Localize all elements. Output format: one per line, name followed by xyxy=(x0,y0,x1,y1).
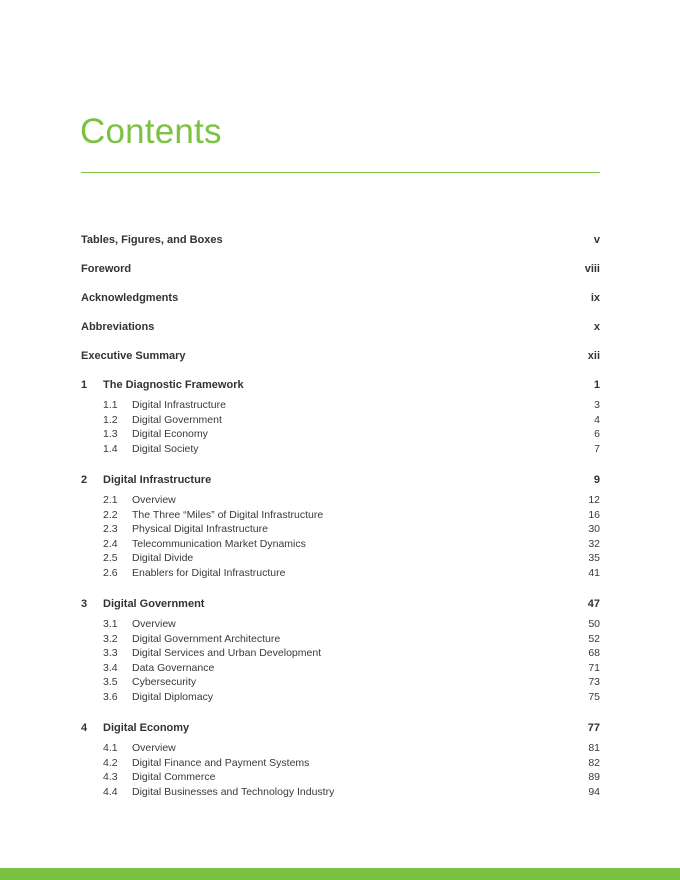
toc-chapter xyxy=(81,471,600,580)
section-page: 3 xyxy=(594,399,600,411)
section-number: 3.1 xyxy=(103,618,118,630)
toc-section[interactable] xyxy=(81,770,600,785)
toc-entry-label: Executive Summary xyxy=(81,350,186,362)
chapter-number: 3 xyxy=(81,598,88,610)
section-title: Overview xyxy=(132,742,176,754)
section-number: 1.4 xyxy=(103,442,118,455)
chapter-number: 1 xyxy=(81,379,88,391)
section-page: 82 xyxy=(588,756,600,769)
section-number: 2.1 xyxy=(103,494,118,506)
toc-section[interactable] xyxy=(81,675,600,690)
toc-section[interactable] xyxy=(81,522,600,537)
section-number: 2.5 xyxy=(103,552,118,564)
section-number: 2.3 xyxy=(103,523,118,535)
footer-accent-bar xyxy=(0,868,680,880)
section-title: Enablers for Digital Infrastructure xyxy=(132,566,286,579)
toc-front-matter-entry[interactable] xyxy=(81,318,600,347)
toc-section[interactable] xyxy=(81,566,600,581)
section-page: 75 xyxy=(588,690,600,703)
section-page: 32 xyxy=(588,537,600,550)
toc-front-matter-entry[interactable] xyxy=(81,347,600,376)
toc-section[interactable] xyxy=(81,413,600,428)
toc-chapter xyxy=(81,595,600,704)
toc-entry-label: Tables, Figures, and Boxes xyxy=(81,234,223,246)
toc-chapter xyxy=(81,376,600,456)
toc-section[interactable] xyxy=(81,632,600,647)
section-number: 2.2 xyxy=(103,508,118,521)
section-page: 12 xyxy=(588,494,600,506)
section-page: 71 xyxy=(588,661,600,674)
toc-section[interactable] xyxy=(81,661,600,676)
chapter-title: Digital Infrastructure xyxy=(103,474,212,486)
section-page: 52 xyxy=(588,632,600,645)
section-page: 7 xyxy=(594,442,600,455)
section-number: 3.2 xyxy=(103,632,118,645)
toc-section[interactable] xyxy=(81,617,600,632)
section-page: 16 xyxy=(588,508,600,521)
chapter-page: 9 xyxy=(593,474,600,486)
toc-section[interactable] xyxy=(81,785,600,800)
section-page: 94 xyxy=(588,785,600,798)
toc-front-matter-entry[interactable] xyxy=(81,289,600,318)
toc-chapter-heading[interactable] xyxy=(81,595,600,617)
toc-chapter-heading[interactable] xyxy=(81,376,600,398)
chapter-title: Digital Government xyxy=(103,598,205,610)
section-page: 6 xyxy=(594,428,600,440)
toc-section[interactable] xyxy=(81,537,600,552)
toc-front-matter-entry[interactable] xyxy=(81,260,600,289)
section-title: Digital Government Architecture xyxy=(132,632,281,645)
toc-section[interactable] xyxy=(81,756,600,771)
toc-entry-page: ix xyxy=(590,292,600,304)
section-number: 1.1 xyxy=(103,399,118,411)
toc-entry-page: xii xyxy=(587,350,600,362)
section-number: 3.5 xyxy=(103,676,118,688)
toc-section[interactable] xyxy=(81,493,600,508)
chapter-page: 1 xyxy=(593,379,600,391)
section-title: Digital Diplomacy xyxy=(132,690,214,703)
section-title: Cybersecurity xyxy=(132,676,197,688)
section-page: 50 xyxy=(588,618,600,630)
toc-section[interactable] xyxy=(81,741,600,756)
section-title: Digital Commerce xyxy=(132,771,216,783)
toc-entry-label: Acknowledgments xyxy=(81,292,179,304)
section-page: 68 xyxy=(588,647,600,659)
table-of-contents xyxy=(81,231,600,814)
section-title: Overview xyxy=(132,618,176,630)
chapter-page: 77 xyxy=(587,722,600,734)
section-page: 30 xyxy=(588,523,600,535)
section-page: 81 xyxy=(588,742,600,754)
section-number: 2.6 xyxy=(103,566,118,579)
section-title: Data Governance xyxy=(132,661,215,674)
toc-section[interactable] xyxy=(81,646,600,661)
section-title: The Three “Miles” of Digital Infrastructure xyxy=(132,508,324,521)
section-title: Digital Finance and Payment Systems xyxy=(132,756,310,769)
section-page: 89 xyxy=(588,771,600,783)
section-number: 1.3 xyxy=(103,428,118,440)
toc-section[interactable] xyxy=(81,508,600,523)
section-page: 35 xyxy=(588,552,600,564)
section-number: 1.2 xyxy=(103,413,118,426)
section-number: 4.4 xyxy=(103,785,118,798)
toc-section[interactable] xyxy=(81,551,600,566)
section-title: Digital Businesses and Technology Industry xyxy=(132,785,335,798)
toc-entry-page: x xyxy=(593,321,600,333)
section-number: 3.6 xyxy=(103,690,118,703)
title-divider xyxy=(81,172,600,173)
chapter-number: 2 xyxy=(81,474,88,486)
toc-entry-label: Foreword xyxy=(81,263,132,275)
section-title: Digital Economy xyxy=(132,428,208,440)
toc-chapter-heading[interactable] xyxy=(81,719,600,741)
section-title: Digital Infrastructure xyxy=(132,399,226,411)
section-number: 3.4 xyxy=(103,661,118,674)
section-page: 4 xyxy=(594,413,600,426)
toc-chapter xyxy=(81,719,600,799)
section-title: Physical Digital Infrastructure xyxy=(132,523,268,535)
section-title: Digital Society xyxy=(132,442,199,455)
section-number: 4.3 xyxy=(103,771,118,783)
chapter-page: 47 xyxy=(587,598,600,610)
toc-section[interactable] xyxy=(81,398,600,413)
chapter-title: Digital Economy xyxy=(103,722,190,734)
section-number: 3.3 xyxy=(103,647,118,659)
page-title: Contents xyxy=(80,112,222,151)
toc-chapter-heading[interactable] xyxy=(81,471,600,493)
section-number: 4.1 xyxy=(103,742,118,754)
section-title: Digital Government xyxy=(132,413,222,426)
section-page: 41 xyxy=(588,566,600,579)
section-title: Telecommunication Market Dynamics xyxy=(132,537,306,550)
toc-section[interactable] xyxy=(81,427,600,442)
toc-section[interactable] xyxy=(81,690,600,705)
toc-entry-page: v xyxy=(593,234,600,246)
section-title: Overview xyxy=(132,494,176,506)
section-number: 4.2 xyxy=(103,756,118,769)
chapter-title: The Diagnostic Framework xyxy=(103,379,244,391)
toc-section[interactable] xyxy=(81,442,600,457)
section-title: Digital Services and Urban Development xyxy=(132,647,322,659)
section-page: 73 xyxy=(588,676,600,688)
section-title: Digital Divide xyxy=(132,552,194,564)
chapter-number: 4 xyxy=(81,722,88,734)
toc-front-matter-entry[interactable] xyxy=(81,231,600,260)
toc-entry-label: Abbreviations xyxy=(81,321,155,333)
section-number: 2.4 xyxy=(103,537,118,550)
toc-entry-page: viii xyxy=(584,263,600,275)
